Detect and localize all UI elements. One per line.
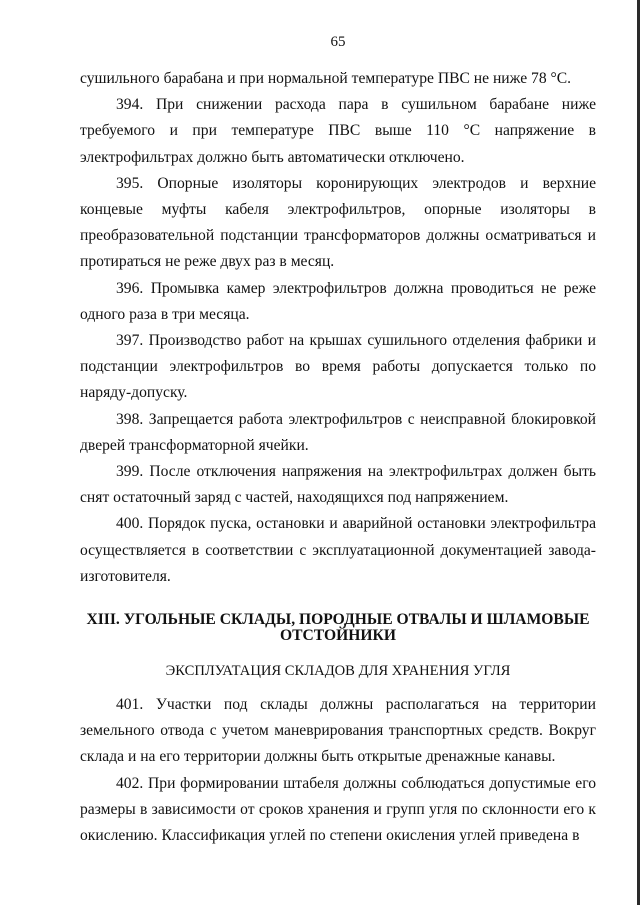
- section-title-line-1: XIII. УГОЛЬНЫЕ СКЛАДЫ, ПОРОДНЫЕ ОТВАЛЫ И ШЛАМОВЫЕ: [86, 611, 590, 629]
- paragraph-continuation: сушильного барабана и при нормальной температуре ПВС не ниже 78 °С.: [80, 70, 572, 87]
- section-title-line-2: ОТСТОЙНИКИ: [280, 627, 396, 645]
- paragraph-401: 401. Участки под склады должны располагаться на территории земельного отвода с учетом маневрирования транспортных средств. Вокруг склада и на его территории должны быть открытые дренажные канавы.: [80, 696, 596, 766]
- paragraph-397: 397. Производство работ на крышах сушильного отделения фабрики и подстанции электрофильтров во время работы допускается только по наряду-допуску.: [80, 332, 596, 402]
- document-body: [80, 66, 596, 849]
- paragraph-395: 395. Опорные изоляторы коронирующих электродов и верхние концевые муфты кабеля электрофильтров, опорные изоляторы в преобразовательной подстанции трансформаторов должны осматриваться и протираться не реже двух раз в месяц.: [80, 174, 596, 271]
- page-number: 65: [330, 34, 346, 50]
- subsection-title: ЭКСПЛУАТАЦИЯ СКЛАДОВ ДЛЯ ХРАНЕНИЯ УГЛЯ: [165, 663, 511, 680]
- paragraph-399: 399. После отключения напряжения на электрофильтрах должен быть снят остаточный заряд с частей, находящихся под напряжением.: [80, 463, 596, 507]
- paragraph-394: 394. При снижении расхода пара в сушильном барабане ниже требуемого и при температуре ПВС выше 110 °С напряжение в электрофильтрах должно быть автоматически отключено.: [80, 96, 596, 166]
- paragraph-402: 402. При формировании штабеля должны соблюдаться допустимые его размеры в зависимости от сроков хранения и групп угля по склонности его к окислению. Классификация углей по степени окисления углей приведена в: [80, 774, 596, 845]
- paragraph-400: 400. Порядок пуска, остановки и аварийной остановки электрофильтра осуществляется в соответствии с эксплуатационной документацией завода-изготовителя.: [80, 515, 596, 585]
- paragraph-398: 398. Запрещается работа электрофильтров с неисправной блокировкой дверей трансформаторной ячейки.: [80, 410, 596, 454]
- paragraph-396: 396. Промывка камер электрофильтров должна проводиться не реже одного раза в три месяца.: [80, 279, 596, 323]
- section-title: [80, 612, 596, 644]
